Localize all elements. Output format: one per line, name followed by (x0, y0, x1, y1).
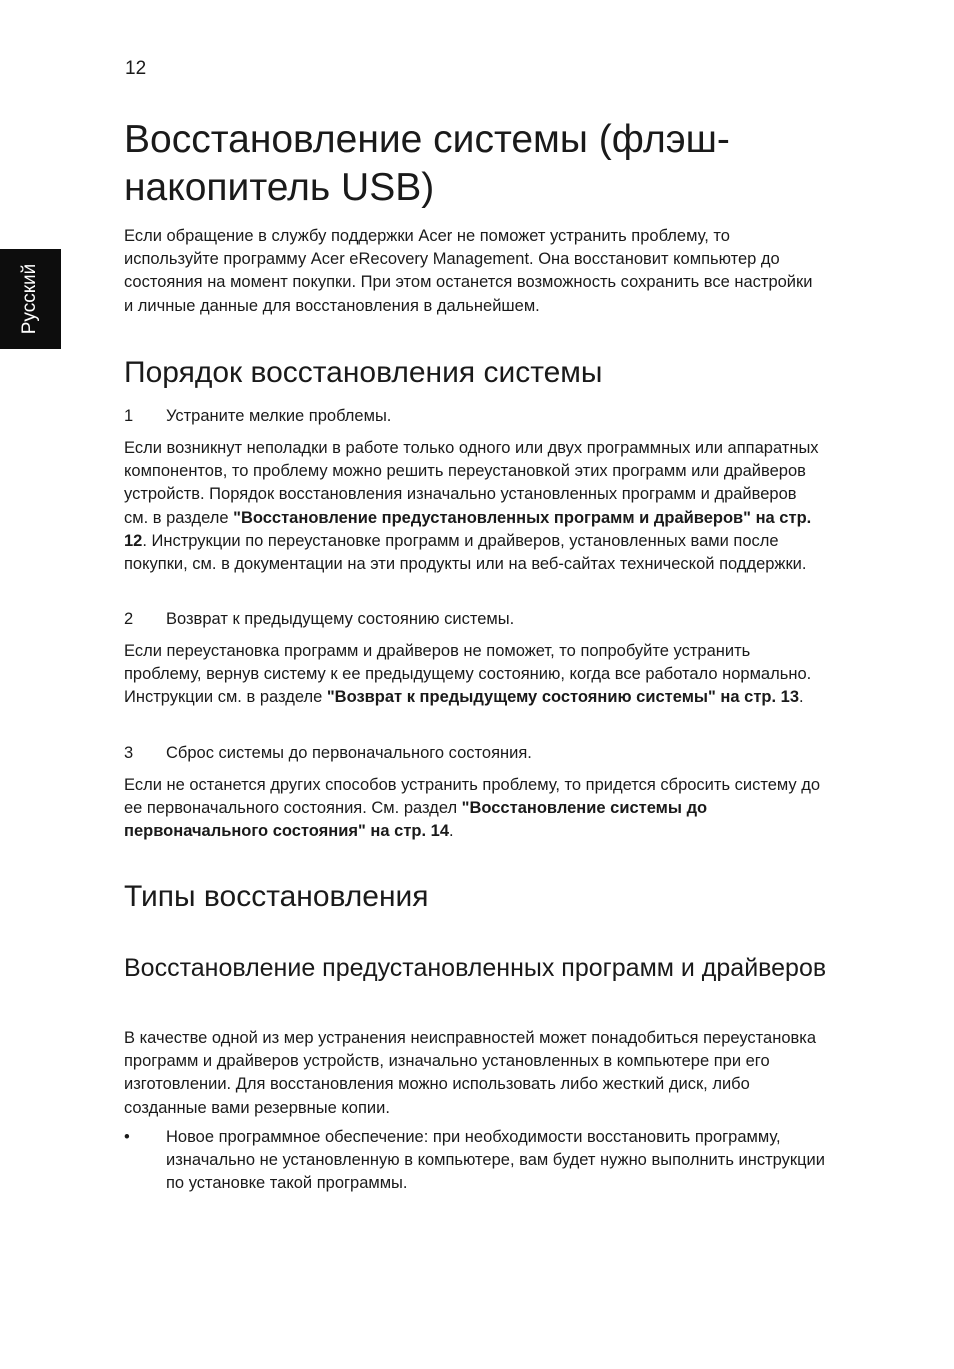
section-heading-recovery-order: Порядок восстановления системы (124, 356, 603, 389)
step-title: Возврат к предыдущему состоянию системы. (166, 610, 515, 628)
section-heading-recovery-types: Типы восстановления (124, 880, 429, 913)
language-side-tab-label: Русский (19, 263, 40, 335)
intro-paragraph: Если обращение в службу поддержки Acer не поможет устранить проблему, то используйте программу Acer eRecovery Management. Она восстановит компьютер до состояния на момент покупки. При этом останется возможность сохранить все настройки и личные данные для восстановления в дальнейшем. (124, 227, 813, 315)
page-number: 12 (125, 58, 147, 79)
bullet-text: Новое программное обеспечение: при необходимости восстановить программу, изначально не установленную в компьютере, вам будет нужно выполнить инструкции по установке такой программы. (166, 1128, 825, 1193)
step-number: 2 (124, 610, 134, 628)
step-description: Если переустановка программ и драйверов не поможет, то попробуйте устранить проблему, вернув систему к ее предыдущему состоянию, когда все работало нормально. Инструкции см. в разделе "Возврат к предыдущему состоянию системы" на стр. 13. (124, 642, 812, 707)
step-title: Устраните мелкие проблемы. (166, 407, 392, 425)
step-title: Сброс системы до первоначального состояния. (166, 744, 532, 762)
step-description: Если не останется других способов устранить проблему, то придется сбросить систему до ее первоначального состояния. См. раздел "Восстановление системы до первоначального состояния" на стр. 14. (124, 776, 821, 841)
step-description: Если возникнут неполадки в работе только одного или двух программных или аппаратных компонентов, то проблему можно решить переустановкой этих программ или драйверов устройств. Порядок восстановления изначально установленных программ и драйверов см. в разделе "Восстановление предустановленных программ и драйверов" на стр. 12. Инструкции по переустановке программ и драйверов, установленных вами после покупки, см. в документации на эти продукты или на веб-сайтах технической поддержки. (124, 439, 819, 574)
bullet-icon: • (124, 1128, 130, 1146)
cross-reference: "Восстановление системы до первоначального состояния" на стр. 14 (124, 799, 708, 841)
subsection-heading: Восстановление предустановленных программ и драйверов (124, 954, 827, 982)
page-title: Восстановление системы (флэш-накопитель USB) (124, 118, 730, 209)
subsection-paragraph: В качестве одной из мер устранения неисправностей может понадобиться переустановка программ и драйверов устройств, изначально установленных в компьютере при его изготовлении. Для восстановления можно использовать либо жесткий диск, либо созданные вами резервные копии. (124, 1029, 817, 1117)
cross-reference: "Восстановление предустановленных программ и драйверов" на стр. 12 (124, 508, 812, 550)
step-number: 1 (124, 407, 134, 425)
cross-reference: "Возврат к предыдущему состоянию системы" на стр. 13 (326, 688, 799, 707)
language-side-tab (0, 249, 61, 349)
step-number: 3 (124, 744, 134, 762)
